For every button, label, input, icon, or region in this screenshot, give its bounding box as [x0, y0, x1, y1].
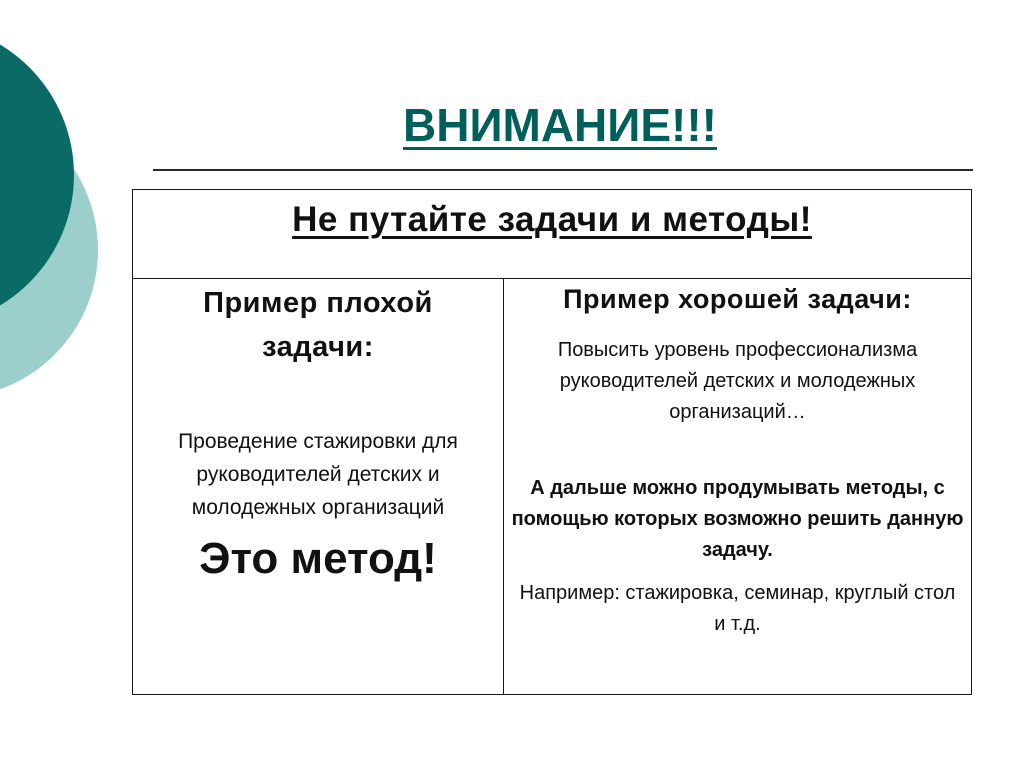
bad-example-heading: Пример плохой задачи:: [203, 287, 433, 363]
methods-note: А дальше можно продумывать методы, с помощью которых возможно решить данную задачу.: [511, 477, 964, 561]
comparison-table: [132, 189, 972, 695]
table-header-text: Не путайте задачи и методы!: [292, 200, 812, 239]
methods-example: Например: стажировка, семинар, круглый стол и т.д.: [519, 582, 956, 635]
good-example-heading: Пример хорошей задачи:: [563, 284, 912, 314]
bad-example-verdict: Это метод!: [199, 534, 437, 583]
circles-graphic: [0, 0, 120, 420]
title-divider: [153, 169, 973, 171]
decorative-circles: [0, 0, 120, 420]
bad-example-column: [133, 279, 504, 694]
slide-title: ВНИМАНИЕ!!!: [403, 99, 717, 151]
bad-example-text: Проведение стажировки для руководителей детских и молодежных организаций: [178, 430, 458, 519]
good-example-text: Повысить уровень профессионализма руководителей детских и молодежных организаций…: [557, 339, 918, 423]
table-header: [133, 190, 971, 279]
good-example-column: [504, 279, 971, 694]
